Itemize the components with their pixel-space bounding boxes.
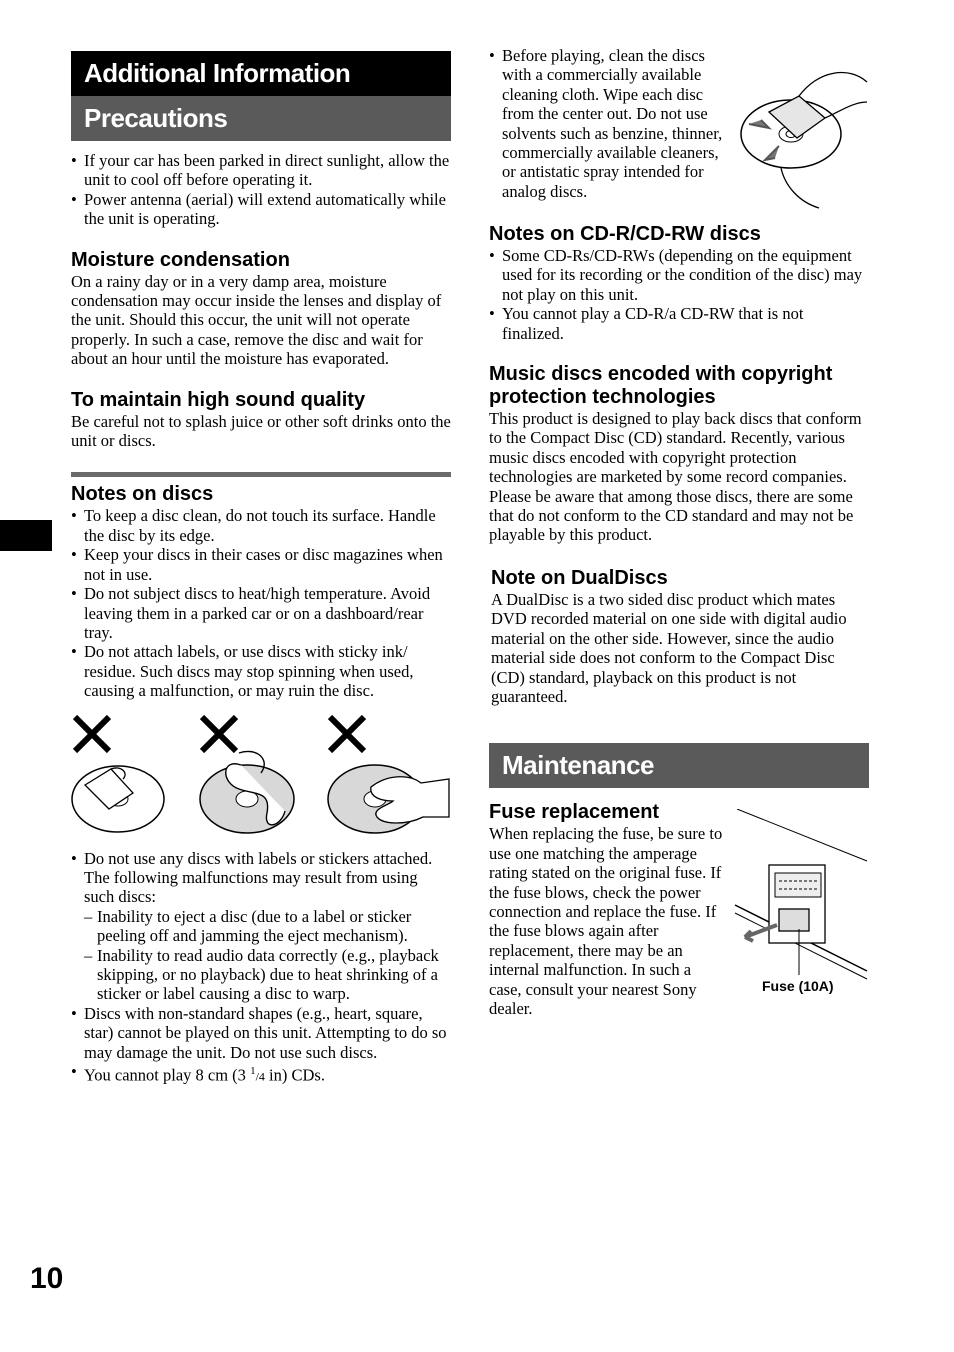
list-item <box>71 1062 451 1087</box>
disc-with-label-icon <box>72 766 164 832</box>
list-item: • Some CD-Rs/CD-RWs (depending on the equipment used for its recording or the condition of the disc) may not play on this unit. <box>489 246 869 304</box>
cd8-text-suffix: in) CDs. <box>264 1065 325 1085</box>
heading-fuse-replacement: Fuse replacement <box>489 801 660 824</box>
section-tab-marker <box>0 520 52 551</box>
notes-on-discs-rule <box>71 472 451 506</box>
prohibited-cross-icon <box>202 717 236 751</box>
disc-notes-list <box>71 506 451 700</box>
copyright-text: This product is designed to play back discs that conform to the Compact Disc (CD) standard. Recently, various music discs encoded with copyright protection technologies are marketed by some record companies. Please be aware that among those discs, there are some that do not conform to the CD standard and may not be playable by this product. <box>489 409 862 545</box>
prohibited-cross-icon <box>75 717 109 751</box>
intro-bullet-list <box>71 151 451 229</box>
disc-cleaning-illustration <box>739 62 869 212</box>
dualdisc-section <box>489 567 869 706</box>
cleaning-bullet-list <box>489 46 731 201</box>
list-item: • Do not subject discs to heat/high temperature. Avoid leaving them in a parked car or on a dashboard/rear tray. <box>71 584 451 642</box>
section-banner-additional-information: Additional Information <box>71 51 451 96</box>
heading-notes-on-discs: Notes on discs <box>71 483 214 506</box>
fuse-replacement-text: When replacing the fuse, be sure to use one matching the amperage rating stated on the original fuse. If the fuse blows, check the power connection and replace the fuse. If the fuse blows again after replacement, there may be an internal malfunction. In such a case, consult your nearest Sony dealer. <box>489 824 723 1018</box>
heading-moisture-condensation: Moisture condensation <box>71 248 290 271</box>
label-bullet-continuation: The following malfunctions may result from using such discs: <box>84 867 418 907</box>
list-item: – Inability to read audio data correctly (e.g., playback skipping, or no playback) due to heat shrinking of a sticker or label causing a disc to warp. <box>84 946 451 1004</box>
list-item: • If your car has been parked in direct sunlight, allow the unit to cool off before operating it. <box>71 151 451 190</box>
warped-disc-icon <box>200 751 294 833</box>
list-item <box>71 849 451 1004</box>
dualdisc-text: A DualDisc is a two sided disc product which mates DVD recorded material on one side with digital audio material on the other side. However, since the audio material side does not conform to the Compact Disc (CD) standard, playback on this product is not guaranteed. <box>491 589 847 706</box>
fuse-rating-label: Fuse (10A) <box>762 978 834 995</box>
list-item: • You cannot play a CD-R/a CD-RW that is not finalized. <box>489 304 869 343</box>
heading-sound-quality: To maintain high sound quality <box>71 388 366 411</box>
label-warning-list <box>71 849 451 1087</box>
list-item: • To keep a disc clean, do not touch its surface. Handle the disc by its edge. <box>71 506 451 545</box>
list-item: • Do not attach labels, or use discs with sticky ink/ residue. Such discs may stop spinning when used, causing a malfunction, or may ruin the disc. <box>71 642 451 700</box>
moisture-text: On a rainy day or in a very damp area, moisture condensation may occur inside the lenses and display of the unit. Should this occur, the unit will not operate properly. In such a case, remove the disc and wait for about an hour until the moisture has evaporated. <box>71 271 442 369</box>
hand-touching-disc-icon <box>328 765 449 833</box>
prohibited-cross-icon <box>330 717 364 751</box>
cd8-fraction-denominator: /4 <box>255 1069 265 1084</box>
disc-warning-illustrations <box>71 713 451 843</box>
list-item: • Power antenna (aerial) will extend automatically while the unit is operating. <box>71 190 451 229</box>
fuse-icon <box>735 809 867 979</box>
sound-quality-text: Be careful not to splash juice or other soft drinks onto the unit or discs. <box>71 411 451 451</box>
cd8-fraction-numerator: 1 <box>250 1065 256 1077</box>
right-column <box>489 46 869 1018</box>
cdr-notes-list <box>489 246 869 343</box>
list-item: • Discs with non-standard shapes (e.g., heart, square, star) cannot be played on this unit. Attempting to do so may damage the unit. Do not use such discs. <box>71 1004 451 1062</box>
left-column <box>71 51 451 1087</box>
label-bullet-text: Do not use any discs with labels or stickers attached. <box>84 848 433 868</box>
page-number: 10 <box>30 1262 64 1295</box>
list-item: – Inability to eject a disc (due to a label or sticker peeling off and jamming the eject mechanism). <box>84 907 451 946</box>
list-item: • Before playing, clean the discs with a commercially available cleaning cloth. Wipe each disc from the center out. Do not use solvents such as benzine, thinner, commercially available cleaners, or antistatic spray intended for analog discs. <box>489 46 731 201</box>
heading-copyright-protection: Music discs encoded with copyright protection technologies <box>489 363 833 409</box>
cd8-text-prefix: You cannot play 8 cm (3 <box>84 1065 251 1085</box>
section-banner-maintenance: Maintenance <box>489 743 869 788</box>
disc-cleaning-icon <box>741 73 867 208</box>
malfunction-list <box>84 907 451 1004</box>
heading-cdr-cdrw: Notes on CD-R/CD-RW discs <box>489 223 761 245</box>
list-item: • Keep your discs in their cases or disc magazines when not in use. <box>71 545 451 584</box>
fuse-illustration <box>733 809 873 984</box>
heading-dualdisc: Note on DualDiscs <box>491 566 668 589</box>
section-banner-precautions: Precautions <box>71 96 451 141</box>
